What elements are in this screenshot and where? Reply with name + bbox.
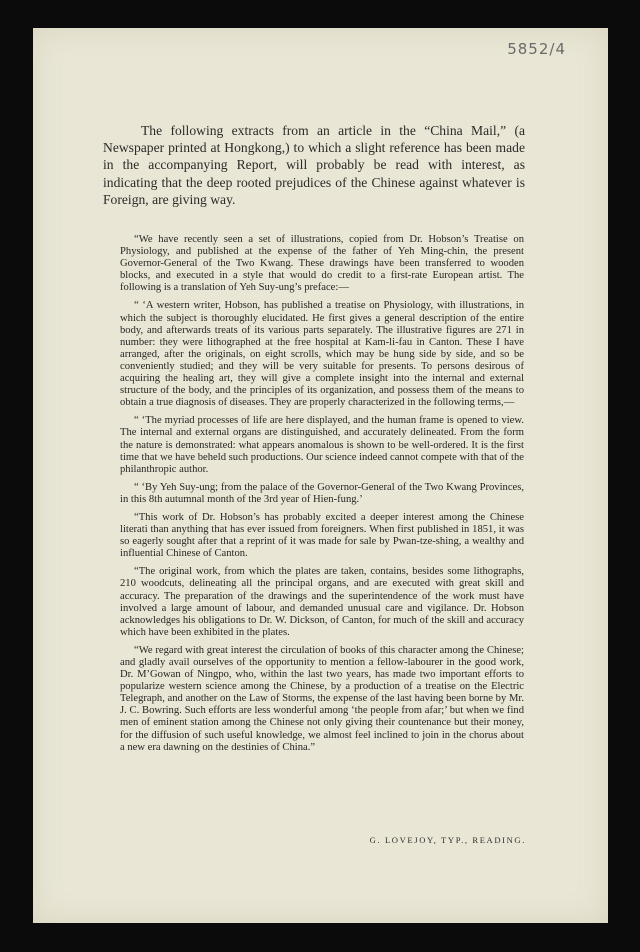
article-extract [120, 234, 524, 760]
extract-paragraph-5: “This work of Dr. Hobson’s has probably excited a deeper interest among the Chinese literati than anything that has ever issued from foreigners. When first published in 1851, it was so eagerly sought after that a reprint of it was made for sale by Pwan-tze-shing, a wealthy and influential Chinese of Canton. [120, 511, 524, 560]
extract-paragraph-3: “ ‘The myriad processes of life are here displayed, and the human frame is opened to view. The internal and external organs are distinguished, and accurately delineated. From the form the nature is demonstrated: what appears anomalous is shown to be well-ordered. It is the first time that we have beheld such productions. Our science indeed cannot compete with that of the philanthropic author. [120, 415, 524, 475]
extract-paragraph-1: “We have recently seen a set of illustrations, copied from Dr. Hobson’s Treatise on Physiology, and published at the expense of the father of Yeh Ming-chin, the present Governor-General of the Two Kwang. These drawings have been transferred to wooden blocks, and executed in a style that would do credit to a first-rate European artist. The following is a translation of Yeh Suy-ung’s preface:— [120, 234, 524, 294]
intro-paragraph: The following extracts from an article in the “China Mail,” (a Newspaper printed at Hongkong,) to which a slight reference has been made in the accompanying Report, will probably be read with interest, as indicating that the deep rooted prejudices of the Chinese against whatever is Foreign, are giving way. [103, 123, 525, 207]
extract-paragraph-4: “ ‘By Yeh Suy-ung; from the palace of the Governor-General of the Two Kwang Provinces, in this 8th autumnal month of the 3rd year of Hien-fung.’ [120, 481, 524, 505]
extract-paragraph-6: “The original work, from which the plates are taken, contains, besides some lithographs, 210 woodcuts, delineating all the principal organs, and are executed with great skill and accuracy. The preparation of the drawings and the superintendence of the work must have involved a large amount of labour, and demanded unusual care and vigilance. Dr. Hobson acknowledges his obligations to Dr. W. Dickson, of Canton, for much of the skill and accuracy which have been exhibited in the plates. [120, 566, 524, 638]
printer-imprint: G. LOVEJOY, TYP., READING. [369, 835, 526, 845]
extract-paragraph-7: “We regard with great interest the circulation of books of this character among the Chinese; and gladly avail ourselves of the opportunity to mention a fellow-labourer in the good work, Dr. M’Gowan of Ningpo, who, within the last two years, has made two important efforts to popularize western science among the Chinese, by a production of a treatise on the Electric Telegraph, and another on the Law of Storms, the expense of the last having been borne by Mr. J. C. Bowring. Such efforts are less wonderful among ‘the people from afar;’ but when we find men of eminent station among the Chinese not only giving their countenance but their money, for the diffusion of such useful knowledge, we almost feel inclined to join in the chorus about a new era dawning on the destinies of China.” [120, 644, 524, 753]
shelfmark: 5852/4 [507, 40, 566, 58]
extract-paragraph-2: “ ‘A western writer, Hobson, has published a treatise on Physiology, with illustrations, in which the subject is thoroughly elucidated. He first gives a general description of the entire body, and afterwards treats of its various parts separately. The illustrative figures are 271 in number: they were lithographed at the free hospital at Kam-li-fau in Canton. These I have arranged, after the originals, on eight scrolls, which may be hung side by side, and so be conveniently studied; and they will be very suitable for presents. To persons desirous of acquiring the healing art, they will give a complete insight into the internal and external structure of the body, and the principles of its organization, and possess them of the means to obtain a true diagnosis of diseases. They are properly characterized in the following terms,— [120, 300, 524, 409]
document-page [33, 28, 608, 923]
